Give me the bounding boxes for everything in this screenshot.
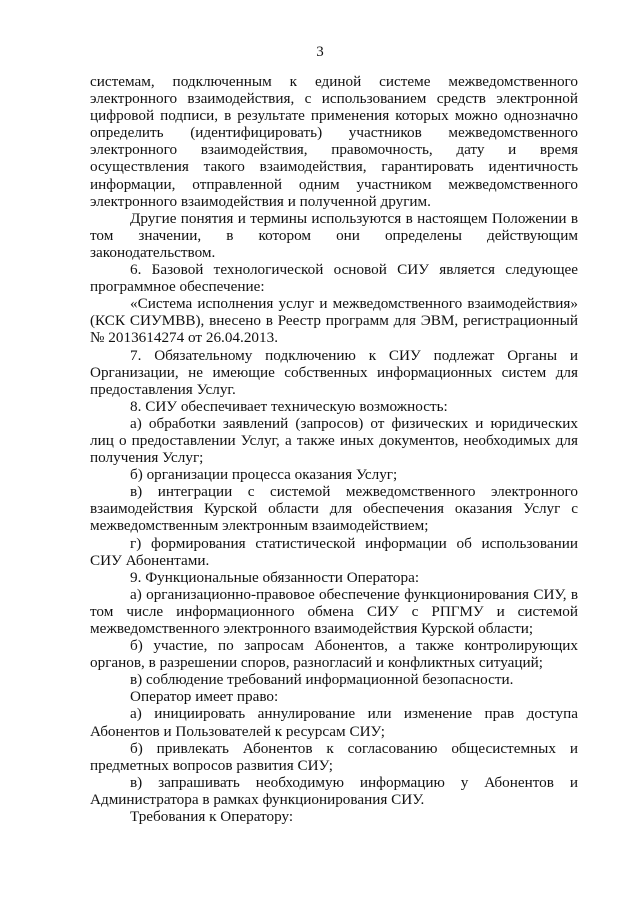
paragraph: а) обработки заявлений (запросов) от физических и юридических лиц о предоставлении Услуг, а также иных документов, необходимых для получения Услуг; <box>90 414 578 467</box>
paragraph: в) соблюдение требований информационной безопасности. <box>130 671 514 689</box>
paragraph: 8. СИУ обеспечивает техническую возможность: <box>130 397 448 415</box>
paragraph: б) организации процесса оказания Услуг; <box>130 466 398 484</box>
paragraph: системам, подключенным к единой системе межведомственного электронного взаимодействия, с использованием средств электронной цифровой подписи, в результате применения которых можно однозначно определить (идентифицировать) участников межведомственного электронного взаимодействия, правомочность, дату и время осуществления такого взаимодействия, гарантировать идентичность информации, отправленной одним участником межведомственного электронного взаимодействия и полученной другим. <box>90 73 578 210</box>
paragraph: а) инициировать аннулирование или изменение прав доступа Абонентов и Пользователей к ресурсам СИУ; <box>90 705 578 740</box>
page-number: 3 <box>316 44 324 60</box>
paragraph: Требования к Оператору: <box>130 808 294 826</box>
paragraph: в) интеграции с системой межведомственного электронного взаимодействия Курской области для обеспечения оказания Услуг с межведомственным электронным взаимодействием; <box>90 483 578 535</box>
paragraph: 7. Обязательному подключению к СИУ подлежат Органы и Организации, не имеющие собственных информационных систем для предоставления Услуг. <box>90 346 578 398</box>
paragraph: «Система исполнения услуг и межведомственного взаимодействия» (КСК СИУМВВ), внесено в Реестр программ для ЭВМ, регистрационный № 2013614274 от 26.04.2013. <box>90 295 578 347</box>
paragraph: Другие понятия и термины используются в настоящем Положении в том значении, в котором они определены действующим законодательством. <box>90 209 578 261</box>
paragraph: 9. Функциональные обязанности Оператора: <box>130 568 420 586</box>
paragraph: 6. Базовой технологической основой СИУ является следующее программное обеспечение: <box>90 261 578 296</box>
paragraph: в) запрашивать необходимую информацию у Абонентов и Администратора в рамках функционирования СИУ. <box>90 773 578 808</box>
paragraph: б) участие, по запросам Абонентов, а также контролирующих органов, в разрешении споров, разногласий и конфликтных ситуаций; <box>90 637 578 672</box>
paragraph: г) формирования статистической информации об использовании СИУ Абонентами. <box>90 534 578 569</box>
paragraph: б) привлекать Абонентов к согласованию общесистемных и предметных вопросов развития СИУ; <box>90 739 578 774</box>
paragraph: а) организационно-правовое обеспечение функционирования СИУ, в том числе информационного обмена СИУ с РПГМУ и системой межведомственного электронного взаимодействия Курской области; <box>90 585 578 637</box>
paragraph: Оператор имеет право: <box>130 688 279 706</box>
document-body <box>90 73 578 825</box>
